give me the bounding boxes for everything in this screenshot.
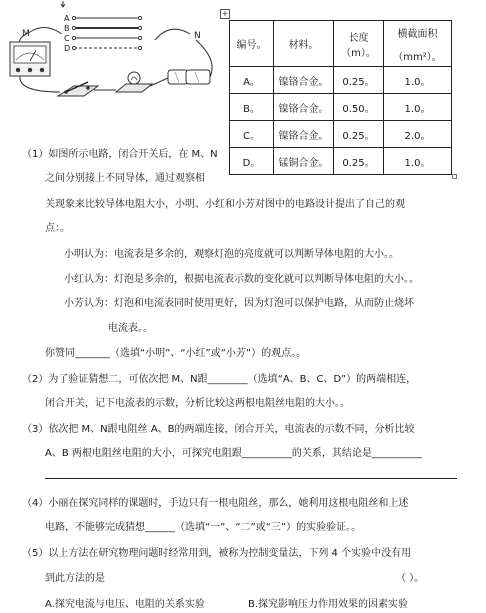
cell-length: 0.25。 <box>334 148 384 175</box>
opinion-xiaofang-line-2: 电流表。。 <box>108 323 153 334</box>
agree-question: 你赞同_______（选填“小明”、“小红”或“小芳”）的观点。。 <box>45 348 307 359</box>
wire-panel <box>64 14 142 53</box>
cell-material: 镍铬合金。 <box>274 94 334 121</box>
switch-icon <box>58 82 98 96</box>
opinion-xiaoming: 小明认为：电流表是多余的，观察灯泡的亮度就可以判断导体电阻的大小。。 <box>64 249 399 260</box>
opinion-xiaofang-line-1: 小芳认为：灯泡和电流表同时使用更好，因为灯泡可以保护电路，从而防止烧坏 <box>64 298 414 309</box>
option-a: A.探究电流与电压、电阻的关系实验 <box>45 599 205 610</box>
header-area-line1: 横截面积 <box>397 28 438 40</box>
q5-answer-paren: （ ）。 <box>396 573 425 584</box>
header-material: 材料。 <box>274 21 334 67</box>
table-row <box>230 94 452 121</box>
cell-length: 0.25。 <box>334 121 384 148</box>
table-move-handle[interactable]: + <box>221 9 229 18</box>
header-area <box>384 21 452 67</box>
q3-text-line-2: A、B 两根电阻丝电阻的大小，可探究电阻跟__________的关系，其结论是__________ <box>45 448 422 459</box>
circuit-diagram <box>0 0 225 115</box>
wire-n <box>155 29 190 40</box>
q2-text-line-1: （2）为了验证猜想二，可依次把 M、N跟________（选填“A、B、C、D”）的两端相连， <box>22 374 417 385</box>
cell-area: 2.0。 <box>384 121 452 148</box>
table-row <box>230 67 452 94</box>
cell-area: 1.0。 <box>384 148 452 175</box>
q2-text-line-2: 闭合开关，记下电流表的示数，分析比较这两根电阻丝电阻的大小。。 <box>45 398 350 409</box>
label-d: D <box>64 44 71 53</box>
wire-m <box>30 27 62 34</box>
battery-icon <box>168 70 210 84</box>
q3-text-line-1: （3）依次把 M、N跟电阻丝 A、B的两端连接，闭合开关，电流表的示数不同，分析比较 <box>22 424 415 435</box>
cell-number: C。 <box>230 121 274 148</box>
cell-material: 镍铬合金。 <box>274 121 334 148</box>
q1-text-line-4: 点：。 <box>45 223 70 234</box>
header-length: 长度（m）。 <box>334 21 384 67</box>
cell-length: 0.50。 <box>334 94 384 121</box>
label-m: M <box>22 29 30 39</box>
header-number: 编号。 <box>230 21 274 67</box>
opinion-xiaohong: 小红认为：灯泡是多余的，根据电流表示数的变化就可以判断导体电阻的大小。。 <box>64 274 419 285</box>
cell-material: 镍铬合金。 <box>274 67 334 94</box>
label-b: B <box>64 24 70 33</box>
option-b: B.探究影响压力作用效果的因素实验 <box>248 599 409 610</box>
cell-length: 0.25。 <box>334 67 384 94</box>
table-header-row <box>230 21 452 67</box>
cell-material: 锰铜合金。 <box>274 148 334 175</box>
header-area-line2: （mm²）。 <box>393 51 442 63</box>
q3-answer-blank <box>45 468 457 482</box>
q4-text-line-1: （4）小丽在探究同样的课题时，手边只有一根电阻丝，那么，她利用这根电阻丝和上述 <box>22 498 409 509</box>
q4-text-line-2: 电路，不能够完成猜想______（选填“一”、“二”或“三”）的实验验证。。 <box>45 522 362 533</box>
q5-text-line-1: （5）以上方法在研究物理问题时经常用到，被称为控制变量法，下列 4 个实验中没有用 <box>22 548 412 559</box>
cell-number: A。 <box>230 67 274 94</box>
bulb-icon <box>116 72 152 92</box>
q1-text-line-1: （1）如图所示电路，闭合开关后，在 M、N <box>22 149 218 160</box>
q1-text-line-3: 关现象来比较导体电阻大小，小明、小红和小芳对图中的电路设计提出了自己的观 <box>45 199 405 210</box>
cell-area: 1.0。 <box>384 94 452 121</box>
ammeter-icon <box>10 42 50 76</box>
cell-number: D。 <box>230 148 274 175</box>
cell-area: 1.0。 <box>384 67 452 94</box>
table-resize-handle[interactable] <box>452 174 457 179</box>
table-row <box>230 121 452 148</box>
cell-number: B。 <box>230 94 274 121</box>
parameter-table <box>229 20 452 175</box>
q1-text-line-2: 之间分别接上不同导体，通过观察相 <box>45 173 205 184</box>
table-row <box>230 148 452 175</box>
label-a: A <box>64 14 70 23</box>
label-c: C <box>64 34 70 43</box>
label-n: N <box>194 31 201 41</box>
q5-text-line-2: 到此方法的是 <box>45 573 105 584</box>
